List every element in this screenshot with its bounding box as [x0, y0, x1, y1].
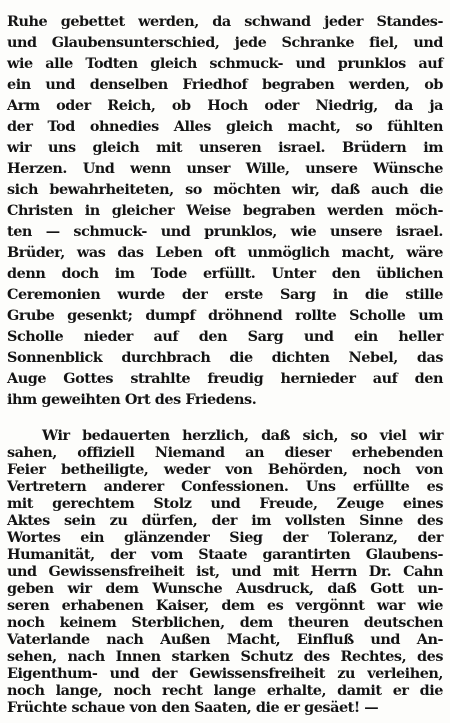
text-line: ten — schmuck- und prunklos, wie unsere israel. — [7, 223, 443, 240]
text-line: Auge Gottes strahlte freudig hernieder auf den — [7, 370, 443, 387]
text-line: Vertretern anderer Confessionen. Uns erfüllte es — [7, 478, 443, 495]
text-line: Brüder, was das Leben oft unmöglich macht, wäre — [7, 244, 443, 261]
text-line: Humanität, der vom Staate garantirten Glaubens- — [7, 546, 443, 563]
text-line: Herzen. Und wenn unser Wille, unsere Wünsche — [7, 160, 443, 177]
text-line: sahen, offiziell Niemand an dieser erhebenden — [7, 444, 443, 461]
text-line: Ceremonien wurde der erste Sarg in die stille — [7, 286, 443, 303]
text-line: Grube gesenkt; dumpf dröhnend rollte Scholle um — [7, 307, 443, 324]
text-line: der Tod ohnedies Alles gleich macht, so fühlten — [7, 118, 443, 135]
text-line: Wortes ein glänzender Sieg der Toleranz, der — [7, 529, 443, 546]
text-line: noch lange, noch recht lange erhalte, damit er die — [7, 682, 443, 699]
text-line: Ruhe gebettet werden, da schwand jeder Standes- — [7, 13, 443, 30]
text-line: mit gerechtem Stolz und Freude, Zeuge eines — [7, 495, 443, 512]
text-line: geben wir dem Wunsche Ausdruck, daß Gott un- — [7, 580, 443, 597]
text-line: Sonnenblick durchbrach die dichten Nebel, das — [7, 349, 443, 366]
text-line: und Glaubensunterschied, jede Schranke fiel, und — [7, 34, 443, 51]
text-line: Christen in gleicher Weise begraben werden möch- — [7, 202, 443, 219]
text-line: Arm oder Reich, ob Hoch oder Niedrig, da ja — [7, 97, 443, 114]
text-line: und Gewissensfreiheit ist, und mit Herrn Dr. Cahn — [7, 563, 443, 580]
text-line: Aktes sein zu dürfen, der im vollsten Sinne des — [7, 512, 443, 529]
text-line: wie alle Todten gleich schmuck- und prunklos auf — [7, 55, 443, 72]
text-line: Eigenthum- und der Gewissensfreiheit zu verleihen, — [7, 665, 443, 682]
text-line: noch keinem Sterblichen, dem theuren deutschen — [7, 614, 443, 631]
text-line: Feier betheiligte, weder von Behörden, noch von — [7, 461, 443, 478]
text-line: ihm geweihten Ort des Friedens. — [7, 391, 257, 408]
text-line: Scholle nieder auf den Sarg und ein heller — [7, 328, 443, 345]
text-line: sehen, nach Innen starken Schutz des Rechtes, des — [7, 648, 443, 665]
text-line: seren erhabenen Kaiser, dem es vergönnt war wie — [7, 597, 443, 614]
text-line: Früchte schaue von den Saaten, die er gesäet! — — [7, 699, 379, 716]
text-line: wir uns gleich mit unseren israel. Brüdern im — [7, 139, 443, 156]
text-line: denn doch im Tode erfüllt. Unter den üblichen — [7, 265, 443, 282]
text-line: sich bewahrheiteten, so möchten wir, daß auch die — [7, 181, 443, 198]
text-line: Vaterlande nach Außen Macht, Einfluß und An- — [7, 631, 443, 648]
text-line: ein und denselben Friedhof begraben werden, ob — [7, 76, 443, 93]
text-line: Wir bedauerten herzlich, daß sich, so viel wir — [42, 427, 443, 444]
